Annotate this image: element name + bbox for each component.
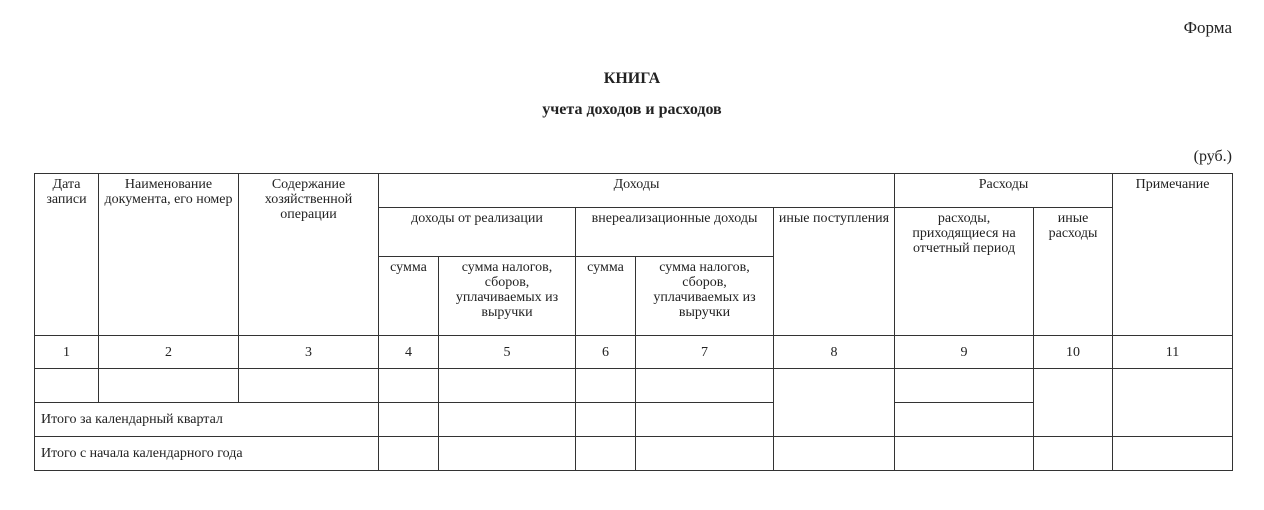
- currency-unit: (руб.): [1193, 148, 1232, 165]
- year-total-cell: [774, 437, 895, 471]
- header-other-receipts: иные поступления: [774, 208, 895, 336]
- entry-cell-period-expenses: [895, 369, 1034, 403]
- header-note: Примечание: [1113, 174, 1233, 336]
- column-number: 9: [895, 336, 1034, 369]
- year-total-cell: [1113, 437, 1233, 471]
- year-total-cell: [895, 437, 1034, 471]
- year-total-cell: [1034, 437, 1113, 471]
- header-document-name: Наименование документа, его номер: [99, 174, 239, 336]
- entry-cell-note: [1113, 369, 1233, 437]
- entry-cell-date: [35, 369, 99, 403]
- quarter-total-cell: [576, 403, 636, 437]
- entry-cell-nonoperating-sum: [576, 369, 636, 403]
- entry-cell-document: [99, 369, 239, 403]
- column-number: 3: [239, 336, 379, 369]
- quarter-total-cell: [379, 403, 439, 437]
- year-total-cell: [576, 437, 636, 471]
- entry-row: [35, 369, 1233, 403]
- header-date: Дата записи: [35, 174, 99, 336]
- column-number: 5: [439, 336, 576, 369]
- document-title: КНИГА: [603, 70, 661, 87]
- quarter-total-cell: [439, 403, 576, 437]
- column-number: 11: [1113, 336, 1233, 369]
- year-total-row: [35, 437, 1233, 471]
- year-total-label: Итого с начала календарного года: [35, 437, 379, 471]
- header-nonoperating-sum: сумма: [576, 257, 636, 336]
- header-sales-sum: сумма: [379, 257, 439, 336]
- column-number: 2: [99, 336, 239, 369]
- year-total-cell: [379, 437, 439, 471]
- header-period-expenses: расходы, приходящиеся на отчетный период: [895, 208, 1034, 336]
- year-total-cell: [439, 437, 576, 471]
- ledger-table: [34, 173, 1233, 471]
- column-number-row: [35, 336, 1233, 369]
- header-row-1: [35, 174, 1233, 208]
- header-operation-content: Содержание хозяйственной операции: [239, 174, 379, 336]
- quarter-total-label: Итого за календарный квартал: [35, 403, 379, 437]
- header-nonoperating-taxes: сумма налогов, сборов, уплачиваемых из выручки: [636, 257, 774, 336]
- entry-cell-other-expenses: [1034, 369, 1113, 437]
- entry-cell-nonoperating-taxes: [636, 369, 774, 403]
- quarter-total-cell: [895, 403, 1034, 437]
- entry-cell-sales-taxes: [439, 369, 576, 403]
- quarter-total-cell: [636, 403, 774, 437]
- year-total-cell: [636, 437, 774, 471]
- column-number: 10: [1034, 336, 1113, 369]
- header-nonoperating-income: внереализационные доходы: [576, 208, 774, 257]
- column-number: 4: [379, 336, 439, 369]
- entry-cell-other-receipts: [774, 369, 895, 437]
- document-subtitle: учета доходов и расходов: [542, 101, 722, 118]
- header-income: Доходы: [379, 174, 895, 208]
- header-other-expenses: иные расходы: [1034, 208, 1113, 336]
- header-expenses: Расходы: [895, 174, 1113, 208]
- column-number: 6: [576, 336, 636, 369]
- column-number: 1: [35, 336, 99, 369]
- column-number: 8: [774, 336, 895, 369]
- header-sales-taxes: сумма налогов, сборов, уплачиваемых из выручки: [439, 257, 576, 336]
- entry-cell-sales-sum: [379, 369, 439, 403]
- header-sales-income: доходы от реализации: [379, 208, 576, 257]
- form-label: Форма: [1183, 18, 1232, 37]
- column-number: 7: [636, 336, 774, 369]
- entry-cell-content: [239, 369, 379, 403]
